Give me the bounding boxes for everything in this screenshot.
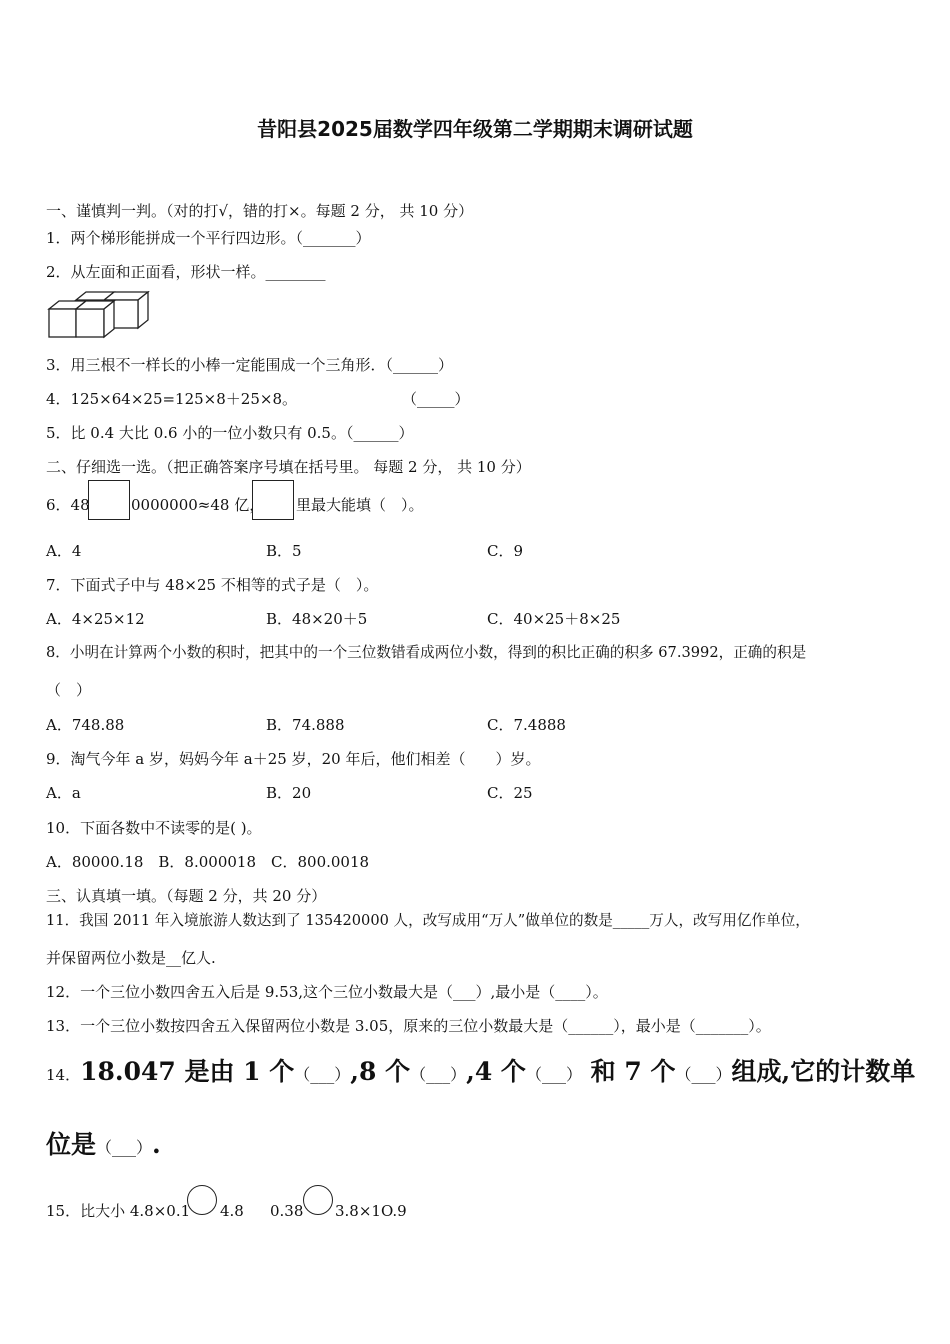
q6-option-a: A．4 [46, 542, 82, 560]
q7-option-a: A．4×25×12 [46, 610, 145, 628]
section3-header: 三、认真填一填。（每题 2 分，共 20 分） [46, 887, 327, 905]
question-5: 5．比 0.4 大比 0.6 小的一位小数只有 0.5。（______） [46, 424, 414, 442]
q9-option-b: B．20 [266, 784, 312, 802]
q6-option-b: B．5 [266, 542, 302, 560]
q14-text-a: 18.047 是由 1 个 [80, 1057, 295, 1086]
q14-text-f: 组成,它的计数单 [731, 1057, 916, 1086]
q14-blank-5: （___） [96, 1138, 153, 1157]
q8-option-a: A．748.88 [46, 716, 125, 734]
question-6-part2: 0000000≈48 亿， [131, 496, 265, 514]
question-15-c: 0.38 [270, 1202, 304, 1220]
question-3: 3．用三根不一样长的小棒一定能围成一个三角形．（______） [46, 356, 454, 374]
question-11-line1: 11．我国 2011 年入境旅游人数达到了 135420000 人，改写成用“万人”做单位的数是_____万人，改写用亿作单位， [46, 912, 810, 929]
q14-line2-a: 位是 [46, 1130, 97, 1159]
question-4-blank: （_____） [402, 390, 470, 408]
question-12: 12．一个三位小数四舍五入后是 9.53,这个三位小数最大是（___）,最小是（____）。 [46, 983, 608, 1001]
compare-circle-1[interactable] [187, 1185, 217, 1215]
question-11-line2: 并保留两位小数是__亿人. [46, 949, 216, 967]
compare-circle-2[interactable] [303, 1185, 333, 1215]
q14-blank-1: （___） [294, 1065, 351, 1084]
question-4: 4．125×64×25=125×8＋25×8。 [46, 390, 297, 408]
section2-header: 二、仔细选一选。（把正确答案序号填在括号里。 每题 2 分， 共 10 分） [46, 458, 531, 476]
question-15-b: 4.8 [220, 1202, 244, 1220]
question-2: 2．从左面和正面看，形状一样。________ [46, 263, 326, 281]
question-14-line1 [46, 1054, 915, 1093]
q14-blank-4: （___） [675, 1065, 732, 1084]
q14-text-d: ,4 个 [466, 1057, 526, 1086]
q14-line2-b: . [152, 1130, 161, 1159]
question-1: 1．两个梯形能拼成一个平行四边形。（_______） [46, 229, 371, 247]
q10-options: A．80000.18 B．8.000018 C．800.0018 [46, 853, 370, 871]
question-6-part1: 6．48 [46, 496, 90, 514]
q7-option-b: B．48×20＋5 [266, 610, 368, 628]
q7-option-c: C．40×25＋8×25 [487, 610, 621, 628]
question-14-number: 14． [46, 1066, 81, 1084]
answer-box[interactable] [252, 480, 294, 520]
q8-option-c: C．7.4888 [487, 716, 566, 734]
question-8-line2: （ ） [46, 681, 92, 699]
cube-figure [46, 291, 152, 341]
q14-blank-3: （___） [525, 1065, 582, 1084]
q6-option-c: C．9 [487, 542, 524, 560]
question-15-a: 15．比大小 4.8×0.1 [46, 1202, 191, 1220]
question-8-line1: 8．小明在计算两个小数的积时，把其中的一个三位数错看成两位小数，得到的积比正确的积多 67.3992，正确的积是 [46, 644, 807, 661]
question-10: 10．下面各数中不读零的是( )。 [46, 819, 262, 837]
question-7: 7．下面式子中与 48×25 不相等的式子是（ ）。 [46, 576, 379, 594]
q8-option-b: B．74.888 [266, 716, 345, 734]
q14-blank-2: （___） [410, 1065, 467, 1084]
question-9: 9．淘气今年 a 岁，妈妈今年 a＋25 岁，20 年后，他们相差（ ）岁。 [46, 750, 541, 768]
q14-text-c: ,8 个 [350, 1057, 411, 1086]
q14-text-e: 和 7 个 [581, 1057, 676, 1086]
answer-box[interactable] [88, 480, 130, 520]
section1-header: 一、谨慎判一判。（对的打√，错的打×。每题 2 分， 共 10 分） [46, 202, 474, 220]
page-title: 昔阳县2025届数学四年级第二学期期末调研试题 [257, 117, 693, 141]
question-6-part3: 里最大能填（ ）。 [296, 496, 424, 514]
q9-option-a: A．a [46, 784, 81, 802]
question-13: 13．一个三位小数按四舍五入保留两位小数是 3.05，原来的三位小数最大是（______），最小是（_______）。 [46, 1017, 771, 1035]
question-14-line2 [46, 1127, 161, 1166]
question-15-d: 3.8×1O.9 [335, 1202, 407, 1220]
q9-option-c: C．25 [487, 784, 533, 802]
